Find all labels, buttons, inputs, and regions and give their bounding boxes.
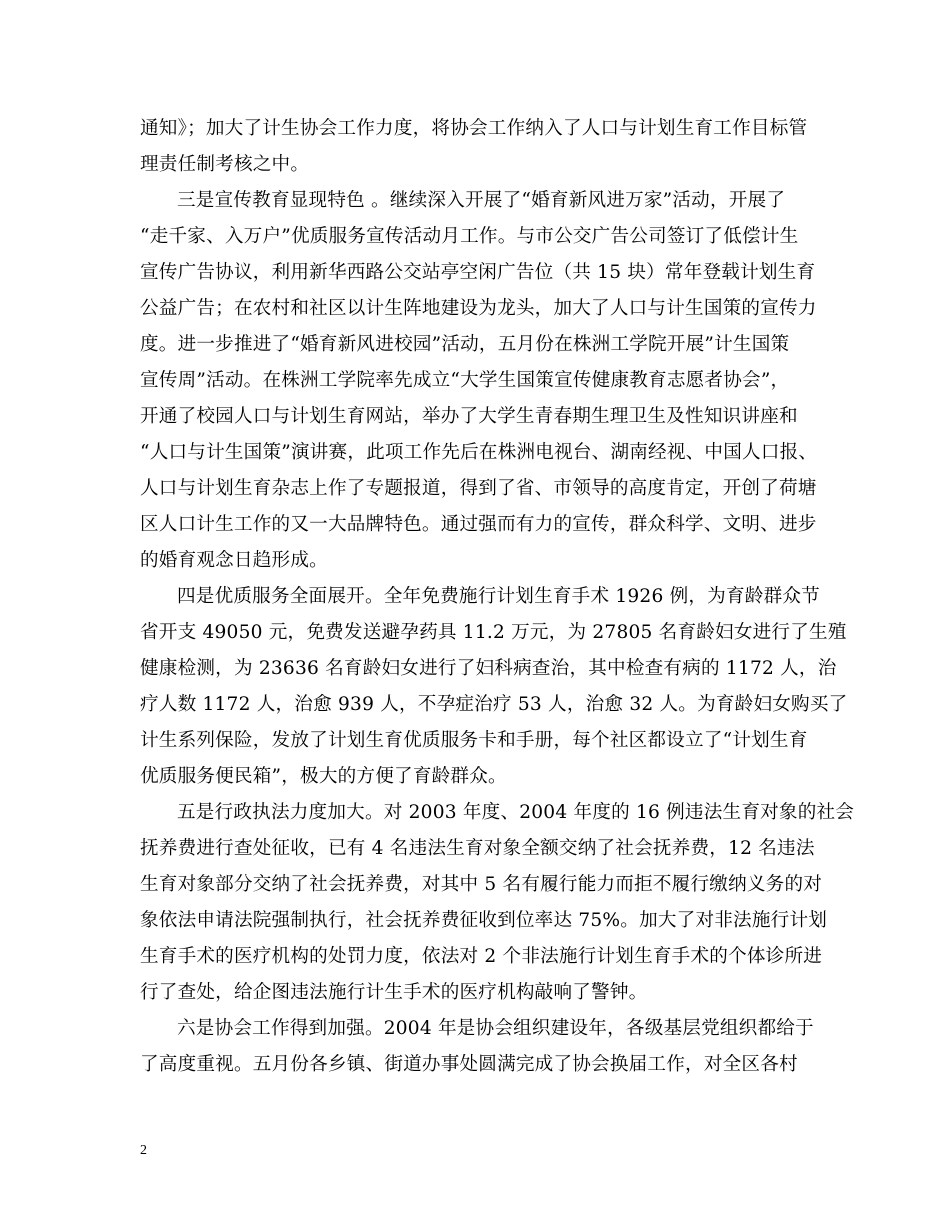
text-line: 开通了校园人口与计划生育网站，举办了大学生青春期生理卫生及性知识讲座和 <box>140 406 798 427</box>
text-line: 通知》；加大了计生协会工作力度，将协会工作纳入了人口与计划生育工作目标管 <box>140 118 808 139</box>
text-line: 生育对象部分交纳了社会抚养费，对其中 5 名有履行能力而拒不履行缴纳义务的对 <box>140 874 823 895</box>
text-line: 疗人数 1172 人，治愈 939 人，不孕症治疗 53 人，治愈 32 人。为育龄妇女购买了 <box>140 694 848 715</box>
text-line: 公益广告；在农村和社区以计生阵地建设为龙头，加大了人口与计生国策的宣传力 <box>140 298 817 319</box>
text-line: 度。进一步推进了“婚育新风进校园”活动，五月份在株洲工学院开展”计生国策 <box>140 334 790 355</box>
text-line: 的婚育观念日趋形成。 <box>140 550 328 571</box>
paragraph-first-line: 六是协会工作得到加强。2004 年是协会组织建设年，各级基层党组织都给于 <box>177 1018 814 1039</box>
page-number: 2 <box>140 1143 147 1158</box>
text-line: 省开支 49050 元，免费发送避孕药具 11.2 万元，为 27805 名育龄妇女进行了生殖 <box>140 622 847 643</box>
text-line: 理责任制考核之中。 <box>140 154 310 175</box>
paragraph-first-line: 四是优质服务全面展开。全年免费施行计划生育手术 1926 例，为育龄群众节 <box>177 586 820 607</box>
text-line: 抚养费进行查处征收，已有 4 名违法生育对象全额交纳了社会抚养费，12 名违法 <box>140 838 815 859</box>
paragraph-first-line: 三是宣传教育显现特色 。继续深入开展了“婚育新风进万家”活动，开展了 <box>177 190 786 211</box>
paragraph-first-line: 五是行政执法力度加大。对 2003 年度、2004 年度的 16 例违法生育对象的社会 <box>177 802 855 823</box>
text-line: 宣传周”活动。在株洲工学院率先成立“大学生国策宣传健康教育志愿者协会”， <box>140 370 790 391</box>
text-line: 生育手术的医疗机构的处罚力度，依法对 2 个非法施行计划生育手术的个体诊所进 <box>140 946 823 967</box>
text-line: 宣传广告协议，利用新华西路公交站亭空闲广告位（共 15 块）常年登载计划生育 <box>140 262 816 283</box>
text-line: “人口与计生国策”演讲赛，此项工作先后在株洲电视台、湖南经视、中国人口报、 <box>140 442 818 463</box>
text-line: 计生系列保险，发放了计划生育优质服务卡和手册，每个社区都设立了“计划生育 <box>140 730 808 751</box>
text-line: 区人口计生工作的又一大品牌特色。通过强而有力的宣传，群众科学、文明、进步 <box>140 514 817 535</box>
text-line: “走千家、入万户”优质服务宣传活动月工作。与市公交广告公司签订了低偿计生 <box>140 226 799 247</box>
text-line: 健康检测，为 23636 名育龄妇女进行了妇科病查治，其中检查有病的 1172 人，治 <box>140 658 837 679</box>
text-line: 象依法申请法院强制执行，社会抚养费征收到位率达 75%。加大了对非法施行计划 <box>140 910 828 931</box>
text-line: 人口与计划生育杂志上作了专题报道，得到了省、市领导的高度肯定，开创了荷塘 <box>140 478 817 499</box>
text-line: 了高度重视。五月份各乡镇、街道办事处圆满完成了协会换届工作，对全区各村 <box>140 1054 798 1075</box>
text-line: 行了查处，给企图违法施行计生手术的医疗机构敲响了警钟。 <box>140 982 648 1003</box>
text-line: 优质服务便民箱”，极大的方便了育龄群众。 <box>140 766 507 787</box>
